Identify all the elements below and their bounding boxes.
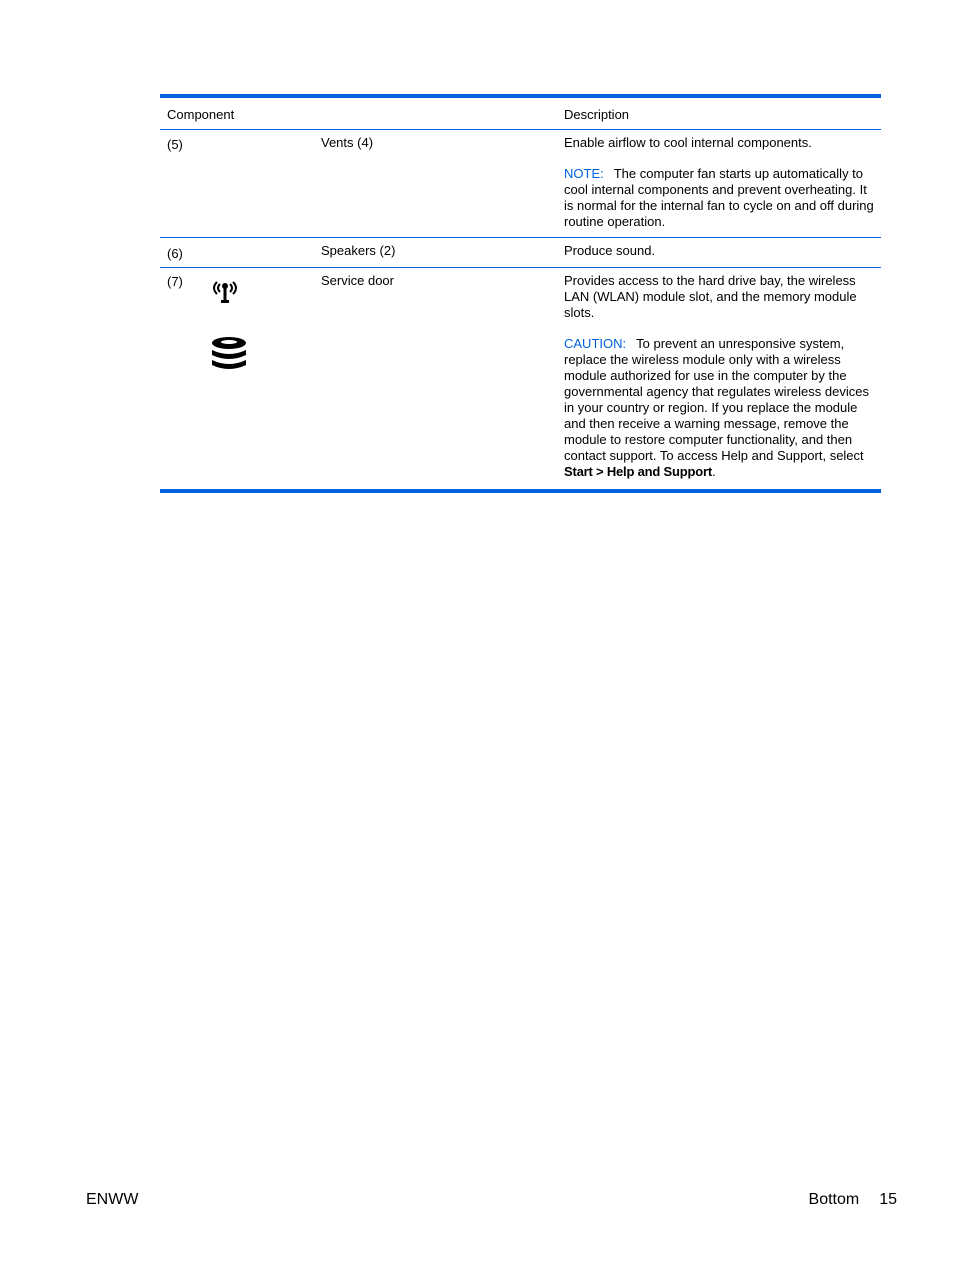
caution-label: CAUTION:	[564, 336, 627, 351]
note-paragraph	[564, 166, 874, 230]
description-text: Enable airflow to cool internal components.	[564, 135, 812, 150]
header-component: Component	[167, 107, 235, 122]
row-number: (7)	[167, 274, 183, 289]
wireless-antenna-icon	[208, 278, 242, 310]
caution-text: To prevent an unresponsive system, replace the wireless module only with a wireless module authorized for use in the computer by the governmental agency that regulates wireless devices in your country or region. If you replace the module and then receive a warning message, remove the module to restore computer functionality, and then contact support. To access Help and Support, select	[564, 336, 869, 463]
header-description: Description	[564, 107, 630, 122]
row-description	[564, 273, 874, 480]
row-component-name: Speakers (2)	[321, 243, 396, 258]
hard-drive-stack-icon	[210, 336, 248, 378]
row-description	[564, 243, 874, 259]
description-text: Provides access to the hard drive bay, the wireless LAN (WLAN) module slot, and the memory module slots.	[564, 273, 857, 320]
note-text: The computer fan starts up automatically to cool internal components and prevent overheating. It is normal for the internal fan to cycle on and off during routine operation.	[564, 166, 874, 229]
caution-paragraph	[564, 336, 874, 480]
row-component-name: Vents (4)	[321, 135, 374, 150]
footer-page-number: 15	[879, 1191, 897, 1208]
footer-page-info	[809, 1191, 897, 1209]
note-label: NOTE:	[564, 166, 604, 181]
table-bottom-rule	[160, 489, 881, 493]
row-component-name: Service door	[321, 273, 394, 288]
footer-section: Bottom	[808, 1191, 860, 1208]
caution-menu-path: Start > Help and Support	[564, 464, 712, 479]
row-number: (5)	[167, 137, 183, 152]
row-description	[564, 135, 874, 230]
component-table	[160, 94, 881, 493]
caution-end: .	[711, 464, 716, 479]
description-text: Produce sound.	[564, 243, 656, 258]
table-row	[160, 268, 881, 487]
table-row	[160, 238, 881, 268]
table-header-row	[160, 98, 881, 130]
row-number: (6)	[167, 246, 183, 261]
table-row	[160, 130, 881, 238]
footer-doc-code: ENWW	[86, 1191, 139, 1208]
